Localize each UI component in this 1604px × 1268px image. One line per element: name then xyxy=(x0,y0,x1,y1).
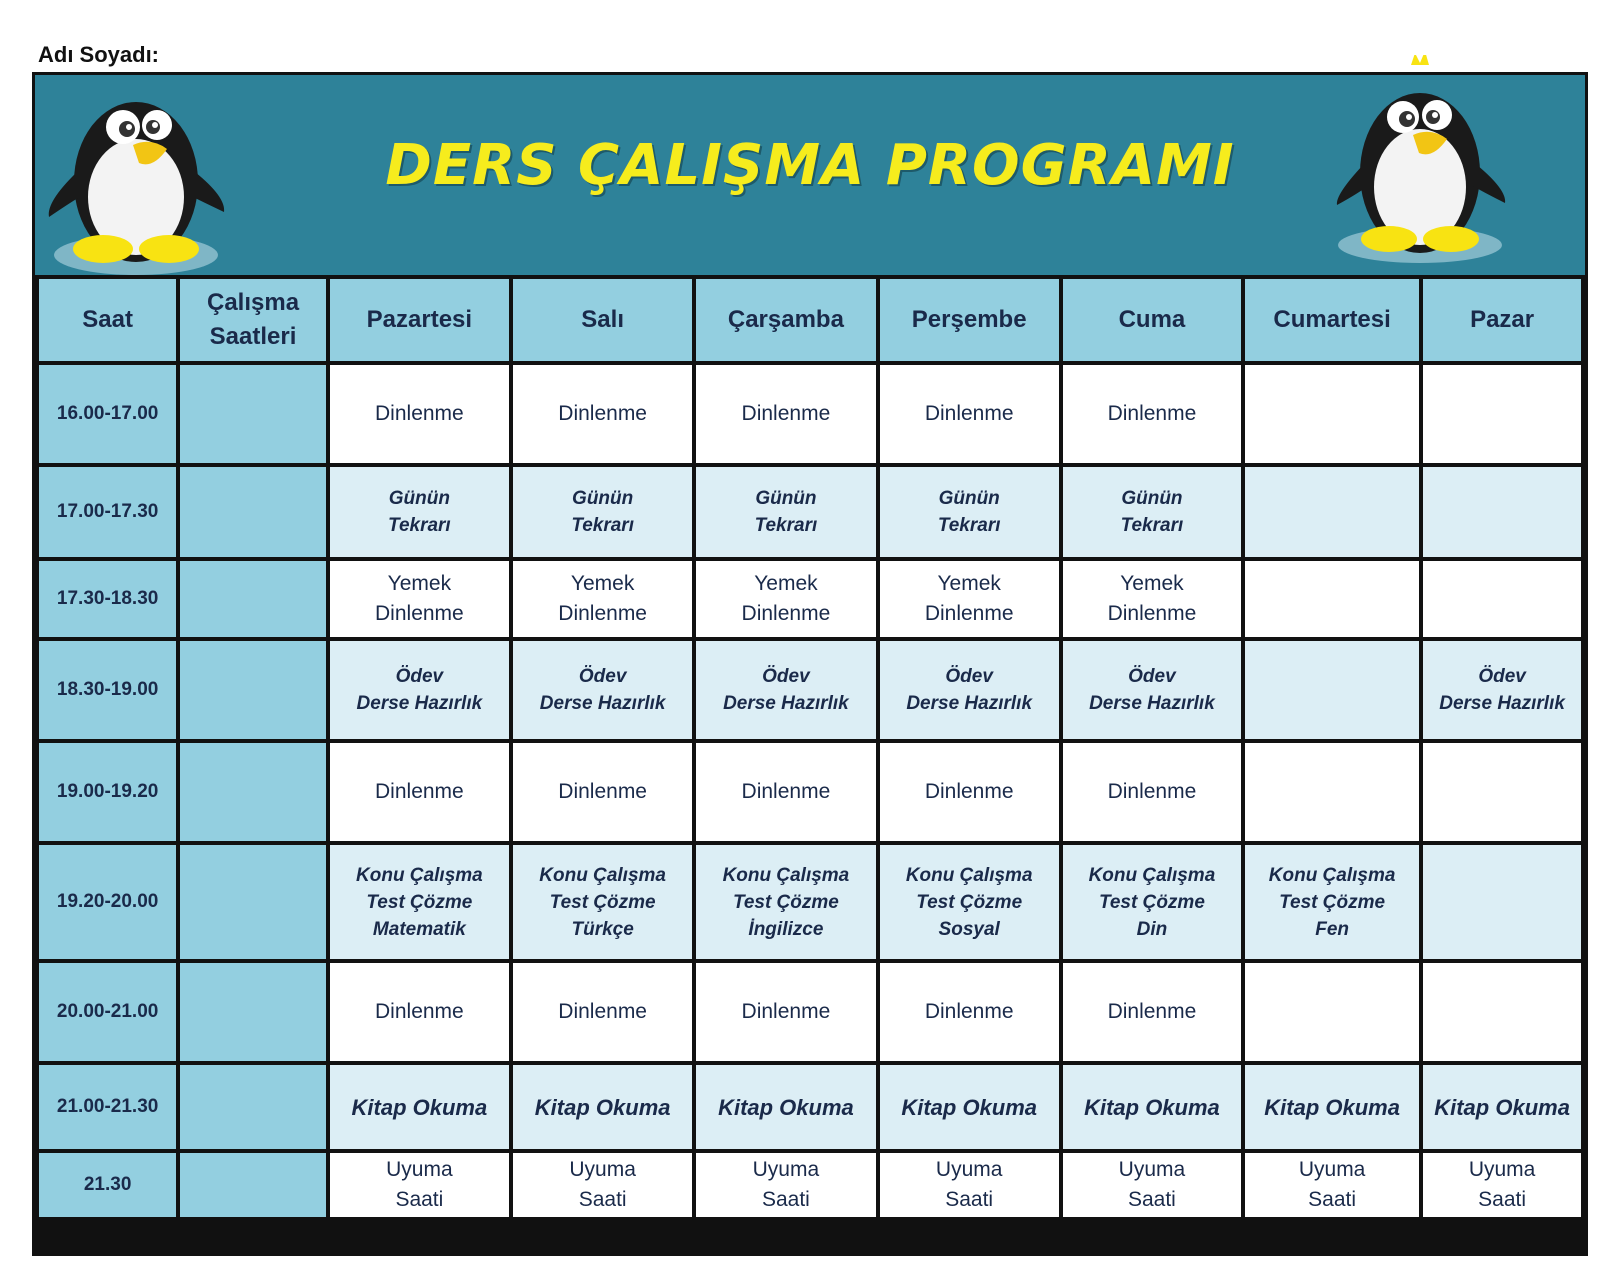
schedule-cell[interactable]: Dinlenme xyxy=(1061,741,1243,843)
schedule-cell[interactable] xyxy=(1243,741,1421,843)
schedule-cell[interactable]: Kitap Okuma xyxy=(878,1063,1061,1151)
column-header: Çalışma Saatleri xyxy=(178,277,327,363)
schedule-frame xyxy=(32,72,1588,1256)
title-banner xyxy=(35,75,1585,275)
schedule-cell[interactable]: Yemek Dinlenme xyxy=(878,559,1061,639)
schedule-cell[interactable] xyxy=(1421,465,1583,559)
schedule-cell[interactable]: Konu Çalışma Test Çözme Türkçe xyxy=(511,843,694,961)
schedule-cell[interactable]: Dinlenme xyxy=(328,961,511,1063)
schedule-cell[interactable]: Dinlenme xyxy=(694,363,877,465)
time-slot: 17.30-18.30 xyxy=(37,559,178,639)
time-slot: 19.20-20.00 xyxy=(37,843,178,961)
schedule-cell[interactable]: Dinlenme xyxy=(694,961,877,1063)
schedule-cell[interactable]: Yemek Dinlenme xyxy=(1061,559,1243,639)
schedule-cell[interactable]: Uyuma Saati xyxy=(1061,1151,1243,1219)
table-row xyxy=(37,961,1583,1063)
time-slot: 16.00-17.00 xyxy=(37,363,178,465)
column-header: Pazar xyxy=(1421,277,1583,363)
study-hours-cell[interactable] xyxy=(178,363,327,465)
column-header: Çarşamba xyxy=(694,277,877,363)
schedule-cell[interactable]: Ödev Derse Hazırlık xyxy=(1061,639,1243,741)
schedule-cell[interactable]: Dinlenme xyxy=(511,363,694,465)
schedule-cell[interactable]: Dinlenme xyxy=(511,741,694,843)
schedule-cell[interactable] xyxy=(1243,559,1421,639)
column-header: Cuma xyxy=(1061,277,1243,363)
schedule-cell[interactable] xyxy=(1421,961,1583,1063)
schedule-cell[interactable] xyxy=(1421,363,1583,465)
time-slot: 20.00-21.00 xyxy=(37,961,178,1063)
schedule-cell[interactable]: Uyuma Saati xyxy=(694,1151,877,1219)
schedule-cell[interactable]: Ödev Derse Hazırlık xyxy=(511,639,694,741)
table-row xyxy=(37,465,1583,559)
schedule-cell[interactable]: Günün Tekrarı xyxy=(328,465,511,559)
table-row xyxy=(37,1151,1583,1219)
schedule-cell[interactable]: Kitap Okuma xyxy=(511,1063,694,1151)
column-header: Cumartesi xyxy=(1243,277,1421,363)
study-hours-cell[interactable] xyxy=(178,639,327,741)
schedule-cell[interactable]: Dinlenme xyxy=(328,741,511,843)
schedule-cell[interactable]: Günün Tekrarı xyxy=(694,465,877,559)
schedule-cell[interactable] xyxy=(1421,843,1583,961)
schedule-cell[interactable]: Kitap Okuma xyxy=(1243,1063,1421,1151)
schedule-cell[interactable]: Günün Tekrarı xyxy=(511,465,694,559)
table-row xyxy=(37,639,1583,741)
column-header: Pazartesi xyxy=(328,277,511,363)
name-label: Adı Soyadı: xyxy=(38,42,160,67)
schedule-cell[interactable] xyxy=(1243,465,1421,559)
table-row xyxy=(37,741,1583,843)
schedule-cell[interactable]: Uyuma Saati xyxy=(328,1151,511,1219)
schedule-table xyxy=(35,275,1585,1221)
schedule-cell[interactable]: Uyuma Saati xyxy=(878,1151,1061,1219)
study-hours-cell[interactable] xyxy=(178,559,327,639)
schedule-cell[interactable]: Konu Çalışma Test Çözme Din xyxy=(1061,843,1243,961)
schedule-cell[interactable] xyxy=(1421,741,1583,843)
schedule-cell[interactable] xyxy=(1243,961,1421,1063)
schedule-cell[interactable]: Kitap Okuma xyxy=(1061,1063,1243,1151)
column-header: Perşembe xyxy=(878,277,1061,363)
study-hours-cell[interactable] xyxy=(178,465,327,559)
schedule-body xyxy=(37,363,1583,1219)
header-row xyxy=(37,277,1583,363)
schedule-cell[interactable]: Dinlenme xyxy=(878,363,1061,465)
schedule-cell[interactable]: Ödev Derse Hazırlık xyxy=(694,639,877,741)
column-header: Salı xyxy=(511,277,694,363)
time-slot: 21.30 xyxy=(37,1151,178,1219)
schedule-cell[interactable]: Kitap Okuma xyxy=(694,1063,877,1151)
schedule-cell[interactable] xyxy=(1243,363,1421,465)
schedule-cell[interactable]: Dinlenme xyxy=(878,961,1061,1063)
table-row xyxy=(37,363,1583,465)
study-hours-cell[interactable] xyxy=(178,843,327,961)
schedule-cell[interactable] xyxy=(1243,639,1421,741)
schedule-cell[interactable]: Dinlenme xyxy=(328,363,511,465)
table-row xyxy=(37,559,1583,639)
schedule-cell[interactable]: Uyuma Saati xyxy=(511,1151,694,1219)
schedule-cell[interactable]: Uyuma Saati xyxy=(1243,1151,1421,1219)
page-title: DERS ÇALIŞMA PROGRAMI xyxy=(385,133,1235,198)
schedule-cell[interactable]: Yemek Dinlenme xyxy=(694,559,877,639)
study-hours-cell[interactable] xyxy=(178,1151,327,1219)
time-slot: 17.00-17.30 xyxy=(37,465,178,559)
schedule-cell[interactable]: Dinlenme xyxy=(511,961,694,1063)
column-header: Saat xyxy=(37,277,178,363)
schedule-cell[interactable]: Yemek Dinlenme xyxy=(511,559,694,639)
schedule-cell[interactable]: Konu Çalışma Test Çözme Sosyal xyxy=(878,843,1061,961)
time-slot: 18.30-19.00 xyxy=(37,639,178,741)
time-slot: 21.00-21.30 xyxy=(37,1063,178,1151)
study-hours-cell[interactable] xyxy=(178,741,327,843)
schedule-cell[interactable]: Ödev Derse Hazırlık xyxy=(1421,639,1583,741)
time-slot: 19.00-19.20 xyxy=(37,741,178,843)
schedule-cell[interactable]: Dinlenme xyxy=(1061,961,1243,1063)
penguin-mascot-icon xyxy=(1325,55,1515,265)
schedule-cell[interactable] xyxy=(1421,559,1583,639)
study-hours-cell[interactable] xyxy=(178,1063,327,1151)
schedule-cell[interactable]: Yemek Dinlenme xyxy=(328,559,511,639)
schedule-cell[interactable]: Dinlenme xyxy=(694,741,877,843)
schedule-cell[interactable]: Uyuma Saati xyxy=(1421,1151,1583,1219)
schedule-cell[interactable]: Dinlenme xyxy=(1061,363,1243,465)
schedule-cell[interactable]: Konu Çalışma Test Çözme Fen xyxy=(1243,843,1421,961)
schedule-cell[interactable]: Kitap Okuma xyxy=(1421,1063,1583,1151)
schedule-cell[interactable]: Günün Tekrarı xyxy=(878,465,1061,559)
schedule-cell[interactable]: Konu Çalışma Test Çözme İngilizce xyxy=(694,843,877,961)
schedule-cell[interactable]: Ödev Derse Hazırlık xyxy=(328,639,511,741)
schedule-cell[interactable]: Günün Tekrarı xyxy=(1061,465,1243,559)
table-row xyxy=(37,843,1583,961)
study-hours-cell[interactable] xyxy=(178,961,327,1063)
schedule-cell[interactable]: Kitap Okuma xyxy=(328,1063,511,1151)
schedule-cell[interactable]: Konu Çalışma Test Çözme Matematik xyxy=(328,843,511,961)
table-row xyxy=(37,1063,1583,1151)
schedule-cell[interactable]: Ödev Derse Hazırlık xyxy=(878,639,1061,741)
schedule-cell[interactable]: Dinlenme xyxy=(878,741,1061,843)
